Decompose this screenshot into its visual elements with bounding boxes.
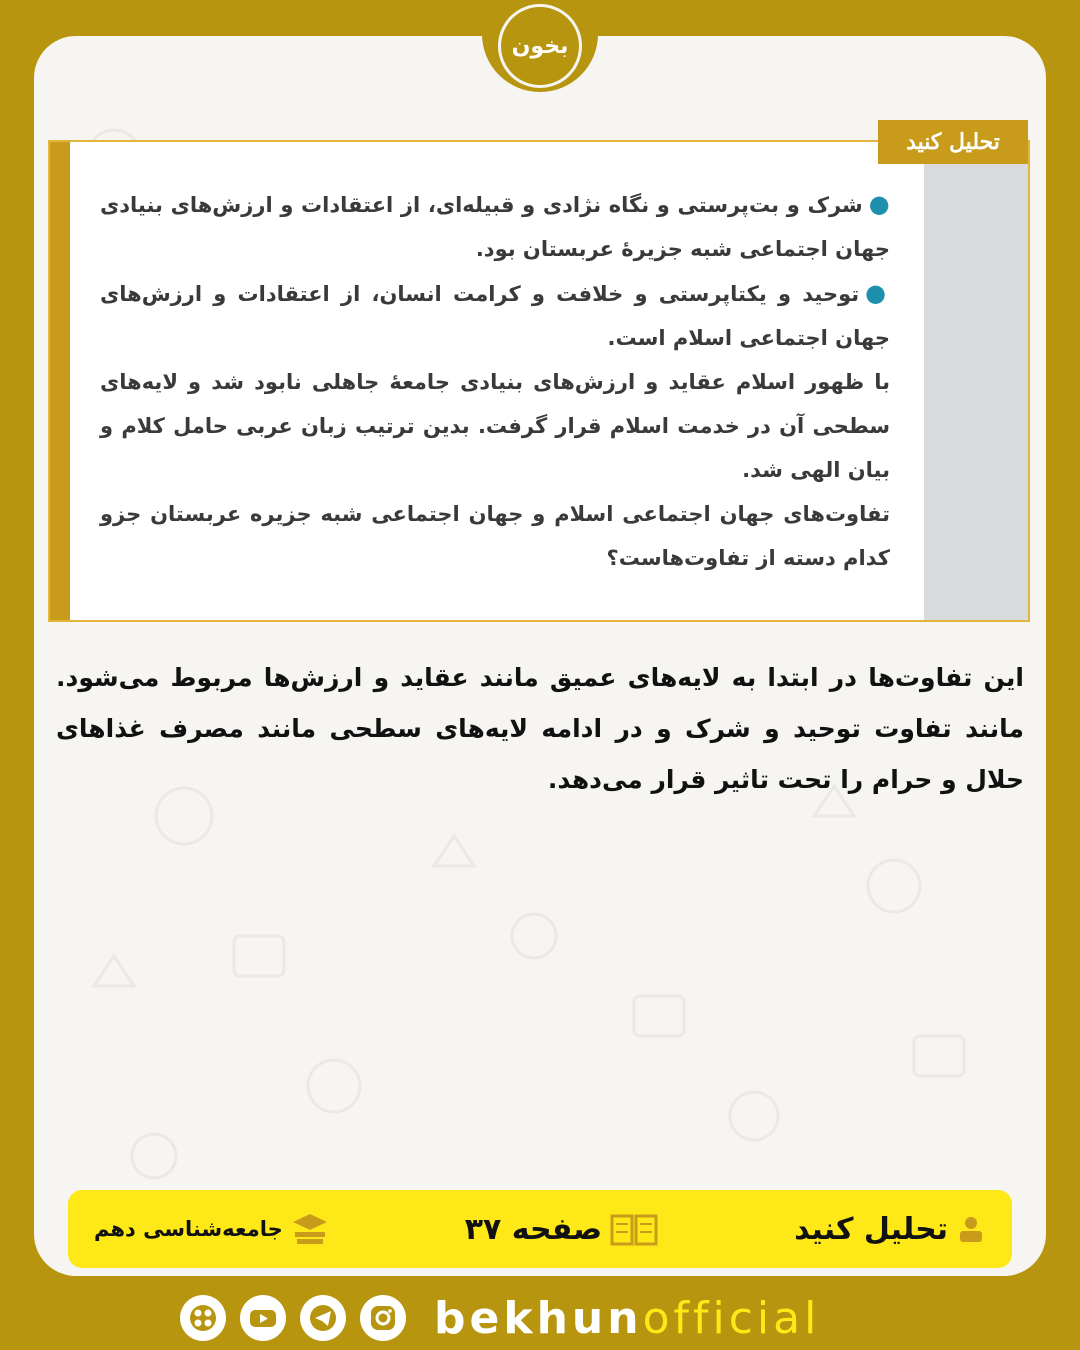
- excerpt-item: تفاوت‌های جهان اجتماعی اسلام و جهان اجتماعی شبه جزیره عربستان جزو کدام دسته از تفاوت‌هاست؟: [100, 502, 890, 570]
- teacher-icon: [956, 1214, 986, 1244]
- brand-logo: [498, 4, 582, 88]
- excerpt-left-bar: [50, 142, 70, 620]
- footer-page: صفحه ۳۷: [465, 1212, 658, 1247]
- graduation-books-icon: [291, 1212, 329, 1246]
- footer-lesson: تحلیل کنید: [794, 1212, 986, 1247]
- excerpt-tag: تحلیل کنید: [878, 120, 1028, 164]
- excerpt-item: ●توحید و یکتاپرستی و خلافت و کرامت انسان، از اعتقادات و ارزش‌های جهان اجتماعی اسلام است.: [100, 279, 890, 350]
- bullet-icon: ●: [868, 190, 890, 218]
- youtube-icon[interactable]: [240, 1295, 286, 1341]
- social-links: [180, 1290, 900, 1346]
- excerpt-item: ●شرک و بت‌پرستی و نگاه نژادی و قبیله‌ای، از اعتقادات و ارزش‌های بنیادی جهان اجتماعی شبه جزیرهٔ عربستان بود.: [100, 190, 890, 261]
- open-book-icon: [610, 1212, 658, 1246]
- telegram-icon[interactable]: [300, 1295, 346, 1341]
- instagram-icon[interactable]: [360, 1295, 406, 1341]
- aparat-icon[interactable]: [180, 1295, 226, 1341]
- excerpt-right-strip: [924, 164, 1028, 620]
- footer-bar: [68, 1190, 1012, 1268]
- excerpt-item: با ظهور اسلام عقاید و ارزش‌های بنیادی جامعهٔ جاهلی نابود شد و لایه‌های سطحی آن در خدمت اسلام قرار گرفت. بدین ترتیب زبان عربی حامل کلام و بیان الهی شد.: [100, 370, 890, 482]
- brand-logo-text: بخون: [511, 33, 569, 59]
- answer-text: این تفاوت‌ها در ابتدا به لایه‌های عمیق مانند عقاید و ارزش‌ها مربوط می‌شود. مانند تفاوت توحید و شرک و در ادامه لایه‌های سطحی مانند مصرف غذاهای حلال و حرام را تحت تاثیر قرار می‌دهد.: [56, 663, 1024, 794]
- footer-book: جامعه‌شناسی دهم: [94, 1212, 329, 1246]
- bullet-icon: ●: [865, 279, 890, 307]
- excerpt-text: [100, 182, 890, 580]
- textbook-excerpt: [48, 129, 1030, 622]
- social-handle: bekhunofficial: [434, 1292, 821, 1344]
